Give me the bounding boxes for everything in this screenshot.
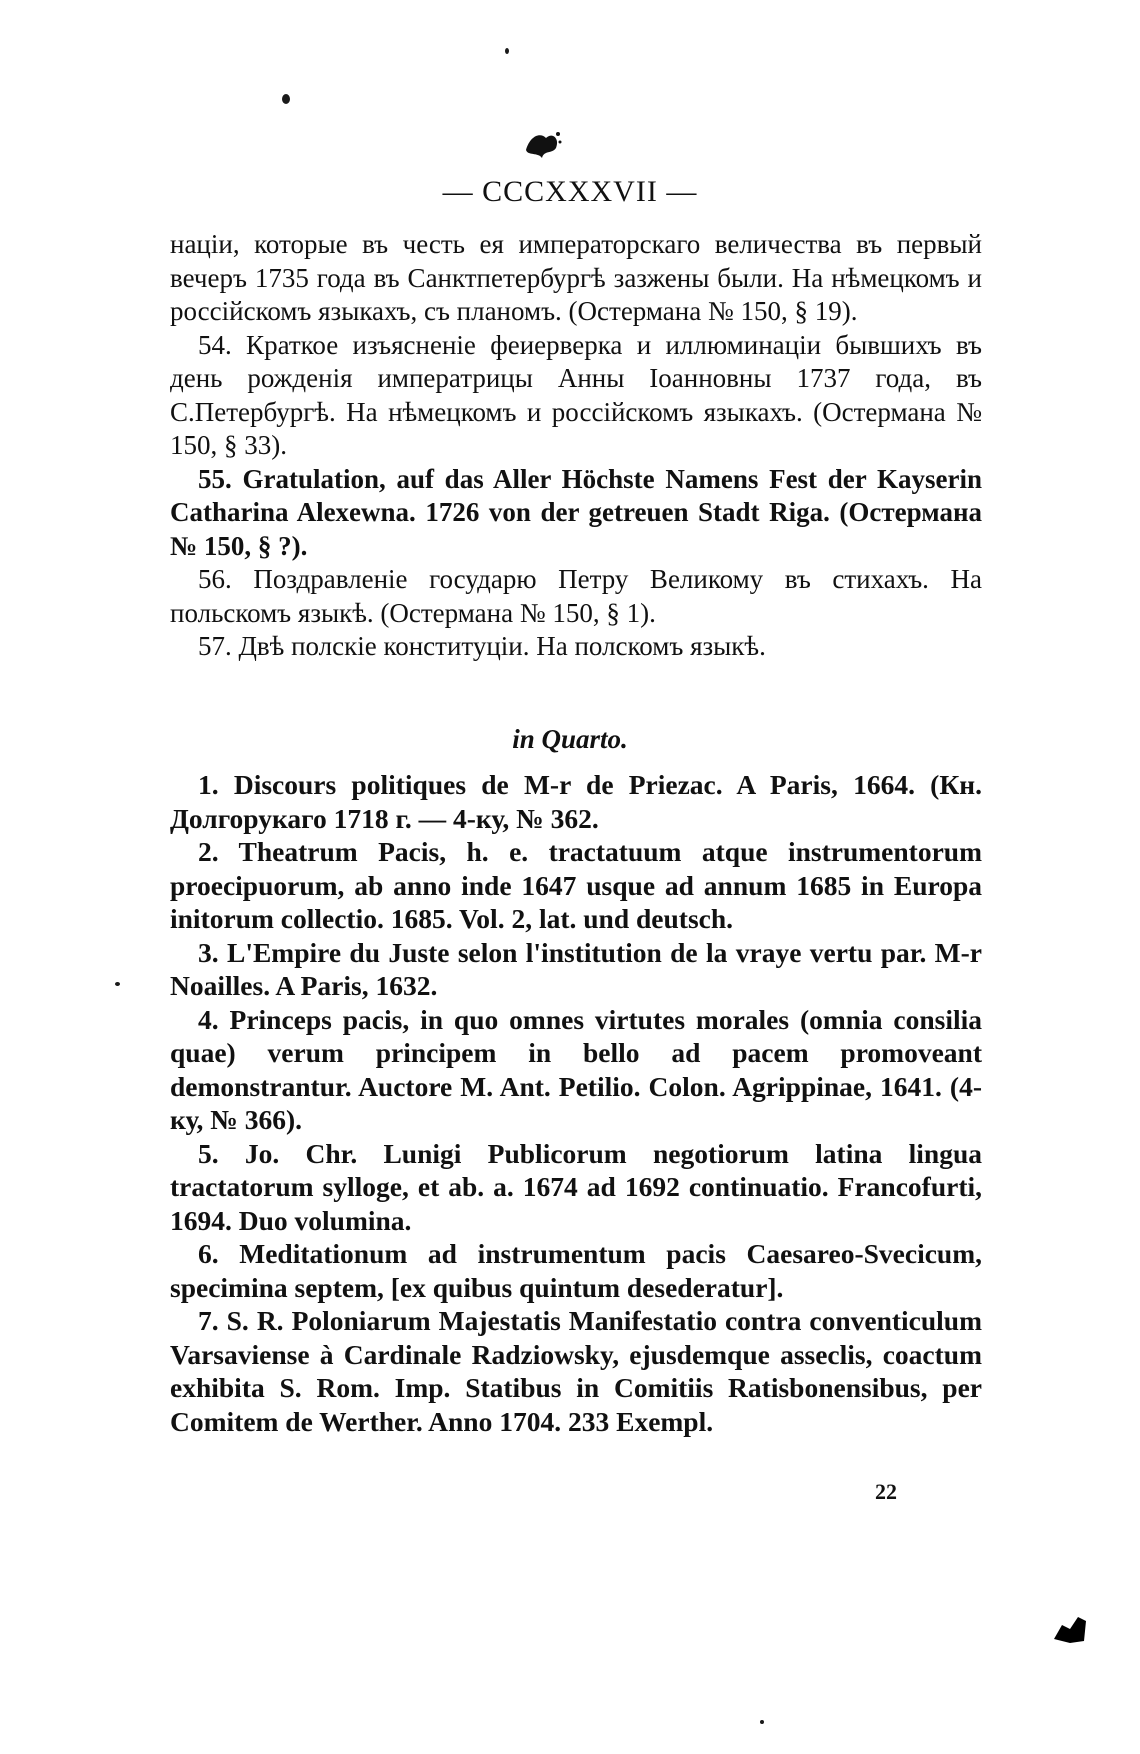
ink-speck [760,1720,764,1724]
quarto-entry-5: 5. Jo. Chr. Lunigi Publicorum negotiorum latina lingua tractatorum sylloge, et ab. a. 1674 ad 1692 continuatio. Francofurti, 1694. Duo volumina. [170,1137,982,1236]
section-heading: in Quarto. [512,724,628,754]
russian-entries [170,228,982,664]
entry-continuation: нацiи, которые въ честь ея императорскаго величества въ первый вечеръ 1735 года въ Санктпетербургѣ зазжены были. На нѣмецкомъ и россiйскомъ языкахъ, съ планомъ. (Остермана № 150, § 19). [170,229,982,326]
entry-55: 55. Gratulation, auf das Aller Höchste Namens Fest der Kayserin Catharina Alexewna. 1726 von der getreuen Stadt Riga. (Остермана № 150, § ?). [170,463,982,561]
entry-56: 56. Поздравленiе государю Петру Великому въ стихахъ. На польскомъ языкѣ. (Остермана № 150, § 1). [170,564,982,628]
quarto-entries [170,768,982,1438]
printer-ornament-icon [522,128,562,162]
quarto-entry-6: 6. Meditationum ad instrumentum pacis Caesareo-Svecicum, specimina septem, [ex quibus quintum desederatur]. [170,1238,982,1303]
signature-mark: 22 [875,1479,897,1504]
quarto-entry-7: 7. S. R. Poloniarum Majestatis Manifestatio contra conventiculum Varsaviense à Cardinale Radziowsky, ejusdemque asseclis, coactum exhibita S. Rom. Imp. Statibus in Comitiis Ratisbonensibus, per Comitem de Werther. Anno 1704. 233 Exempl. [170,1305,982,1437]
page-number-header: — CCCXXXVII — [442,175,698,208]
quarto-entry-3: 3. L'Empire du Juste selon l'institution de la vraye vertu par. M-r Noailles. A Paris, 1632. [170,936,982,1001]
quarto-entry-4: 4. Princeps pacis, in quo omnes virtutes morales (omnia consilia quae) verum principem in bello ad pacem promoveant demonstrantur. Auctore M. Ant. Petilio. Colon. Agrippinae, 1641. (4-ку, № 366). [170,1003,982,1135]
ink-speck [505,48,509,54]
ink-speck [282,94,290,104]
ink-speck [115,982,120,986]
ink-blot-icon [1052,1615,1088,1645]
quarto-entry-2: 2. Theatrum Pacis, h. e. tractatuum atque instrumentorum proecipuorum, ab anno inde 1647 usque ad annum 1685 in Europa initorum collectio. 1685. Vol. 2, lat. und deutsch. [170,836,982,934]
quarto-entry-1: 1. Discours politiques de M-r de Priezac. A Paris, 1664. (Кн. Долгорукаго 1718 г. — 4-ку, № 362. [170,769,982,834]
entry-54: 54. Краткое изъясненiе феиерверка и иллюминацiи бывшихъ въ день рожденiя императрицы Анны Iоанновны 1737 года, въ С.Петербургѣ. На нѣмецкомъ и россiйскомъ языкахъ. (Остермана № 150, § 33). [170,329,982,460]
entry-57: 57. Двѣ полскiе конституцiи. На полскомъ языкѣ. [198,631,766,661]
